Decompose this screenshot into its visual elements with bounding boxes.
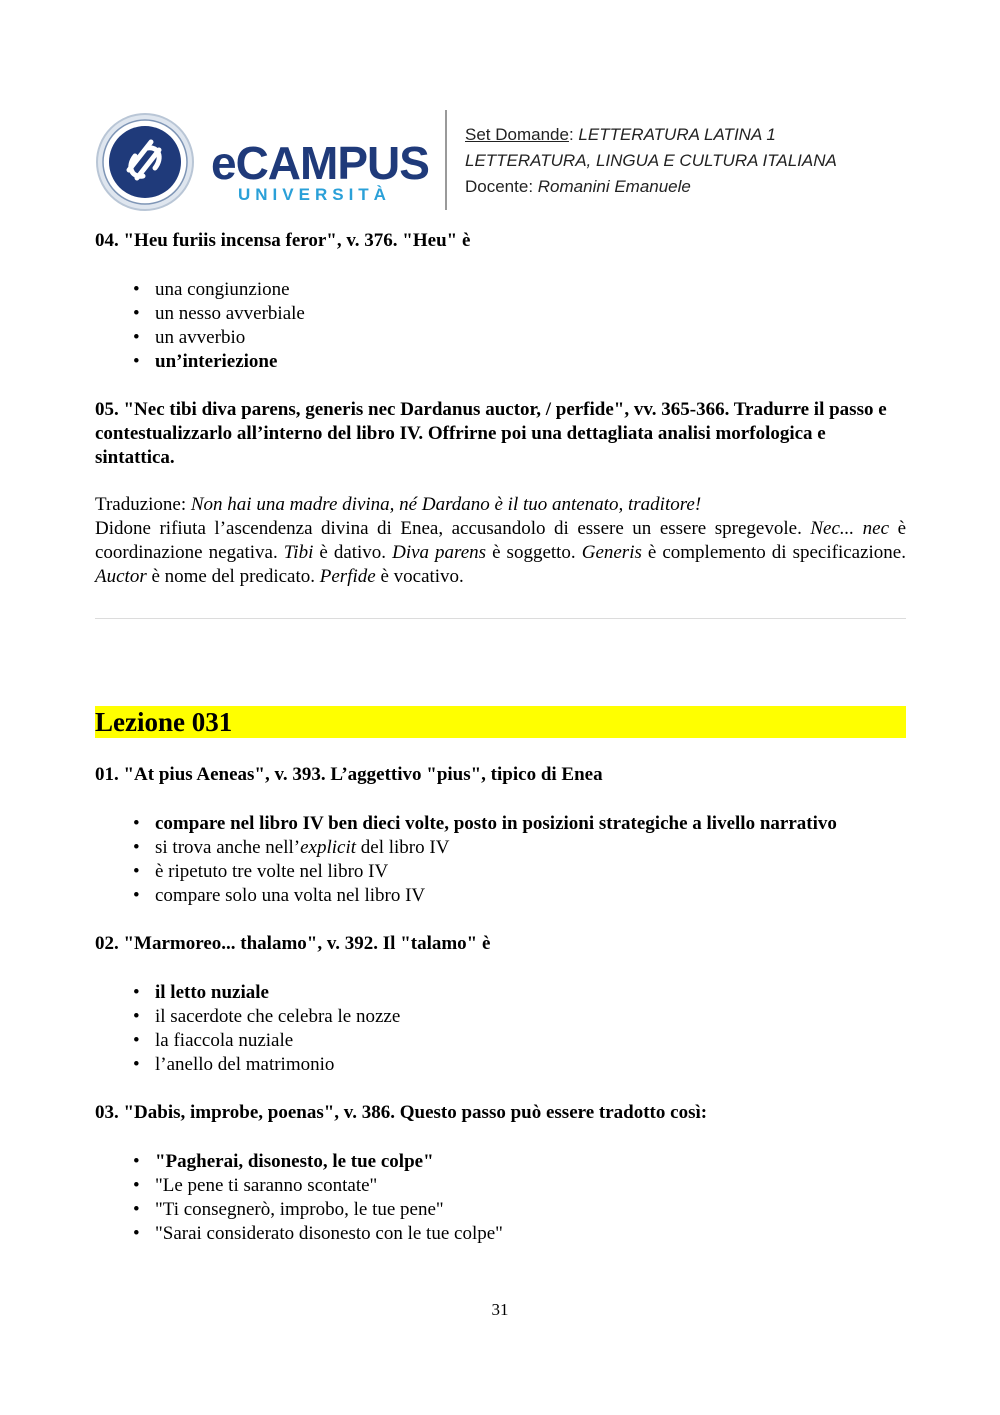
course-info: [465, 122, 837, 200]
lesson-31-question-01: [95, 763, 906, 908]
answer-option: • "Ti consegnerò, improbo, le tue pene": [155, 1198, 906, 1222]
answer-option: • "Le pene ti saranno scontate": [155, 1174, 906, 1198]
analysis-paragraph: Didone rifiuta l’ascendenza divina di Enea, accusandolo di essere un essere spregevole. Nec... nec è coordinazione negativa. Tibi è dativo. Diva parens è soggetto. Generis è complemento di specificazione. Auctor è nome del predicato. Perfide è vocativo.: [95, 518, 907, 587]
answer-list: [95, 812, 906, 908]
header-divider: [445, 110, 447, 210]
question-text: 04. "Heu furiis incensa feror", v. 376. "Heu" è: [95, 230, 471, 251]
question-04: [95, 229, 906, 374]
answer-list: [95, 981, 906, 1077]
question-05: [95, 398, 906, 589]
answer-option: • una congiunzione: [155, 278, 906, 302]
page-header: [95, 110, 905, 215]
lesson-title: Lezione 031: [95, 707, 233, 737]
course-name-1: LETTERATURA LATINA 1: [578, 125, 776, 144]
answer-option: • un nesso avverbiale: [155, 302, 906, 326]
course-name-2: LETTERATURA, LINGUA E CULTURA ITALIANA: [465, 151, 837, 170]
section-divider: [95, 618, 906, 619]
universita-wordmark: UNIVERSITÀ: [238, 185, 391, 204]
answer-option: • il sacerdote che celebra le nozze: [155, 1005, 906, 1029]
answer-option-correct: • il letto nuziale: [155, 981, 906, 1005]
answer-option: • la fiaccola nuziale: [155, 1029, 906, 1053]
translation-text: Non hai una madre divina, né Dardano è il tuo antenato, traditore!: [190, 494, 702, 515]
translation-label: Traduzione:: [95, 494, 191, 515]
teacher-line: Docente: Romanini Emanuele: [465, 177, 691, 196]
translation: [95, 493, 906, 517]
question-text: 01. "At pius Aeneas", v. 393. L’aggettivo "pius", tipico di Enea: [95, 764, 603, 785]
answer-list: [95, 278, 906, 374]
answer-option: • compare solo una volta nel libro IV: [155, 884, 906, 908]
page-number: 31: [491, 1300, 509, 1319]
question-text: 03. "Dabis, improbe, poenas", v. 386. Questo passo può essere tradotto così:: [95, 1102, 708, 1123]
answer-list: [95, 1150, 906, 1246]
ecampus-seal-logo: [95, 112, 195, 212]
course-line-2: [465, 148, 837, 174]
lesson-31-question-02: [95, 932, 906, 1077]
course-line-1: Set Domande: LETTERATURA LATINA 1: [465, 125, 776, 144]
answer-option-correct: • compare nel libro IV ben dieci volte, posto in posizioni strategiche a livello narrativo: [155, 812, 906, 836]
answer-option-correct: • "Pagherai, disonesto, le tue colpe": [155, 1150, 906, 1174]
ecampus-wordmark: eCAMPUS: [211, 137, 429, 189]
teacher-name: Romanini Emanuele: [537, 177, 691, 196]
answer-option: • un avverbio: [155, 326, 906, 350]
lesson-heading: [95, 706, 906, 738]
answer-option-correct: • un’interiezione: [155, 350, 906, 374]
question-text: 05. "Nec tibi diva parens, generis nec Dardanus auctor, / perfide", vv. 365-366. Tradurre il passo e contestualizzarlo all’interno del libro IV. Offrirne poi una dettagliata analisi morfologica e sintattica.: [95, 399, 887, 468]
question-text: 02. "Marmoreo... thalamo", v. 392. Il "talamo" è: [95, 933, 491, 954]
answer-option: • "Sarai considerato disonesto con le tue colpe": [155, 1222, 906, 1246]
answer-option: • è ripetuto tre volte nel libro IV: [155, 860, 906, 884]
answer-option: • si trova anche nell’explicit del libro IV: [155, 836, 906, 860]
set-domande-label: Set Domande: [465, 125, 569, 144]
answer-option: • l’anello del matrimonio: [155, 1053, 906, 1077]
teacher-label: Docente: [465, 177, 529, 196]
lesson-31-question-03: [95, 1101, 906, 1246]
